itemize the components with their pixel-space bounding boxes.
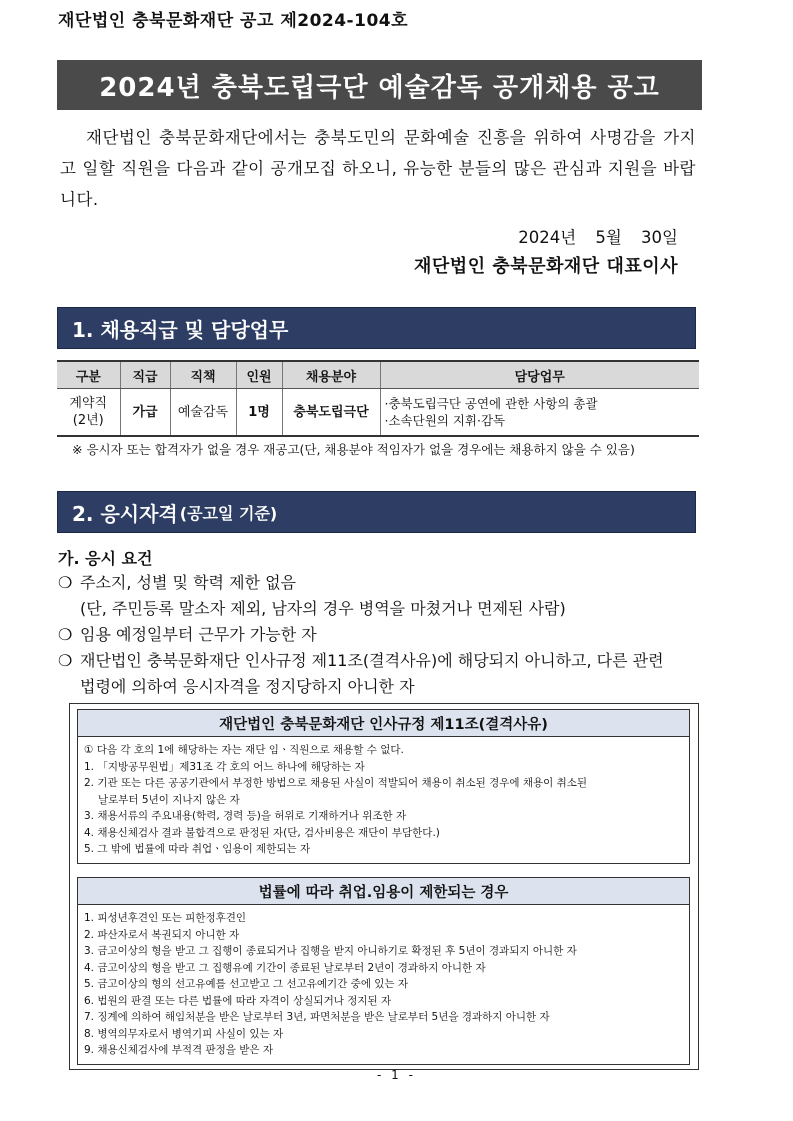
duty-line-2: ·소속단원의 지휘·감독 <box>384 413 506 428</box>
personnel-rule-box <box>77 709 690 864</box>
rule-line: 2. 기관 또는 다른 공공기관에서 부정한 방법으로 채용된 사실이 적발되어 채용이 취소된 경우에 채용이 취소된 <box>84 777 588 789</box>
rule-line: 3. 채용서류의 주요내용(학력, 경력 등)을 허위로 기재하거나 위조한 자 <box>84 810 407 822</box>
section-1-heading <box>57 307 696 349</box>
rule-line: 1. 「지방공무원법」제31조 각 호의 어느 하나에 해당하는 자 <box>84 760 365 773</box>
cell-type-line1: 계약직 <box>69 396 108 411</box>
cell-count: 1명 <box>236 389 282 437</box>
restriction-line: 6. 법원의 판결 또는 다른 법률에 따라 자격이 상실되거나 정지된 자 <box>84 994 392 1007</box>
col-type: 구분 <box>57 361 120 389</box>
hiring-table-header <box>57 361 699 389</box>
cell-position: 예술감독 <box>170 389 236 437</box>
requirement-3-text-line2: 법령에 의하여 응시자격을 정지당하지 아니한 자 <box>80 677 415 696</box>
cell-grade: 가급 <box>120 389 170 437</box>
cell-type-line2: (2년) <box>72 413 104 428</box>
page-number: - 1 - <box>377 1068 416 1082</box>
personnel-rule-title: 재단법인 충북문화재단 인사규정 제11조(결격사유) <box>78 710 689 737</box>
legal-restriction-box <box>77 877 690 1065</box>
requirement-2-text: 임용 예정일부터 근무가 가능한 자 <box>80 625 317 644</box>
requirement-1 <box>58 570 700 596</box>
cell-field: 충북도립극단 <box>282 389 380 437</box>
requirement-3-text-line1: 재단법인 충북문화재단 인사규정 제11조(결격사유)에 해당되지 아니하고, 다른 관련 <box>80 651 664 670</box>
legal-restriction-body <box>78 905 689 1064</box>
document-title: 2024년 충북도립극단 예술감독 공개채용 공고 <box>57 60 702 110</box>
section-2-title: 2. 응시자격 <box>72 501 178 526</box>
rule-line: 날로부터 5년이 지나지 않은 자 <box>98 793 240 806</box>
circle-bullet-icon: ❍ <box>58 573 73 592</box>
restriction-line: 5. 금고이상의 형의 선고유예를 선고받고 그 선고유예기간 중에 있는 자 <box>84 978 409 990</box>
col-grade: 직급 <box>120 361 170 389</box>
reannouncement-note: ※ 응시자 또는 합격자가 없을 경우 재공고(단, 채용분야 적임자가 없을 경우에는 채용하지 않을 수 있음) <box>72 442 635 457</box>
rule-line: ① 다음 각 호의 1에 해당하는 자는 재단 임ㆍ직원으로 채용할 수 없다. <box>84 744 404 756</box>
issuer: 재단법인 충북문화재단 대표이사 <box>414 256 678 277</box>
section-1-title: 1. 채용직급 및 담당업무 <box>72 317 289 342</box>
restriction-line: 1. 피성년후견인 또는 피한정후견인 <box>84 912 247 924</box>
requirement-1-sub <box>58 596 700 622</box>
requirement-1-sub-text: (단, 주민등록 말소자 제외, 남자의 경우 병역을 마쳤거나 면제된 사람) <box>80 599 566 618</box>
legal-restriction-title: 법률에 따라 취업.임용이 제한되는 경우 <box>78 878 689 905</box>
col-count: 인원 <box>236 361 282 389</box>
circle-bullet-icon: ❍ <box>58 625 73 644</box>
col-duty: 담당업무 <box>380 361 699 389</box>
col-position: 직책 <box>170 361 236 389</box>
restriction-line: 3. 금고이상의 형을 받고 그 집행이 종료되거나 집행을 받지 아니하기로 확정된 후 5년이 경과되지 아니한 자 <box>84 945 577 957</box>
col-field: 채용분야 <box>282 361 380 389</box>
intro-paragraph: 재단법인 충북문화재단에서는 충북도민의 문화예술 진흥을 위하여 사명감을 가지고 일할 직원을 다음과 같이 공개모집 하오니, 유능한 분들의 많은 관심과 지원을 바랍니다. <box>60 128 696 209</box>
restriction-line: 7. 징계에 의하여 해임처분을 받은 날로부터 3년, 파면처분을 받은 날로부터 5년을 경과하지 아니한 자 <box>84 1011 550 1023</box>
cell-type <box>57 389 120 437</box>
rule-line: 5. 그 밖에 법률에 따라 취업ㆍ임용이 제한되는 자 <box>84 843 311 855</box>
restriction-line: 4. 금고이상의 형을 받고 그 집행유예 기간이 종료된 날로부터 2년이 경과하지 아니한 자 <box>84 961 486 974</box>
restriction-line: 2. 파산자로서 복권되지 아니한 자 <box>84 928 240 941</box>
requirement-1-text: 주소지, 성별 및 학력 제한 없음 <box>80 573 296 592</box>
restriction-line: 9. 채용신체검사에 부적격 판정을 받은 자 <box>84 1044 273 1056</box>
requirement-3 <box>58 648 700 700</box>
circle-bullet-icon: ❍ <box>58 651 73 670</box>
section-2-heading <box>57 491 696 533</box>
rule-line: 4. 채용신체검사 결과 불합격으로 판정된 자(단, 검사비용은 재단이 부담한다.) <box>84 826 440 839</box>
sub-heading-requirements: 가. 응시 요건 <box>58 549 153 568</box>
requirement-2 <box>58 622 700 648</box>
notice-number: 재단법인 충북문화재단 공고 제2024-104호 <box>58 11 409 31</box>
duty-line-1: ·충북도립극단 공연에 관한 사항의 총괄 <box>384 396 598 411</box>
cell-duty <box>380 389 699 437</box>
hiring-table <box>57 360 699 437</box>
personnel-rule-body <box>78 737 689 863</box>
announcement-date: 2024년 5월 30일 <box>518 228 678 247</box>
table-row <box>57 389 699 437</box>
section-2-title-suffix: (공고일 기준) <box>179 503 278 523</box>
restriction-line: 8. 병역의무자로서 병역기피 사실이 있는 자 <box>84 1027 284 1040</box>
